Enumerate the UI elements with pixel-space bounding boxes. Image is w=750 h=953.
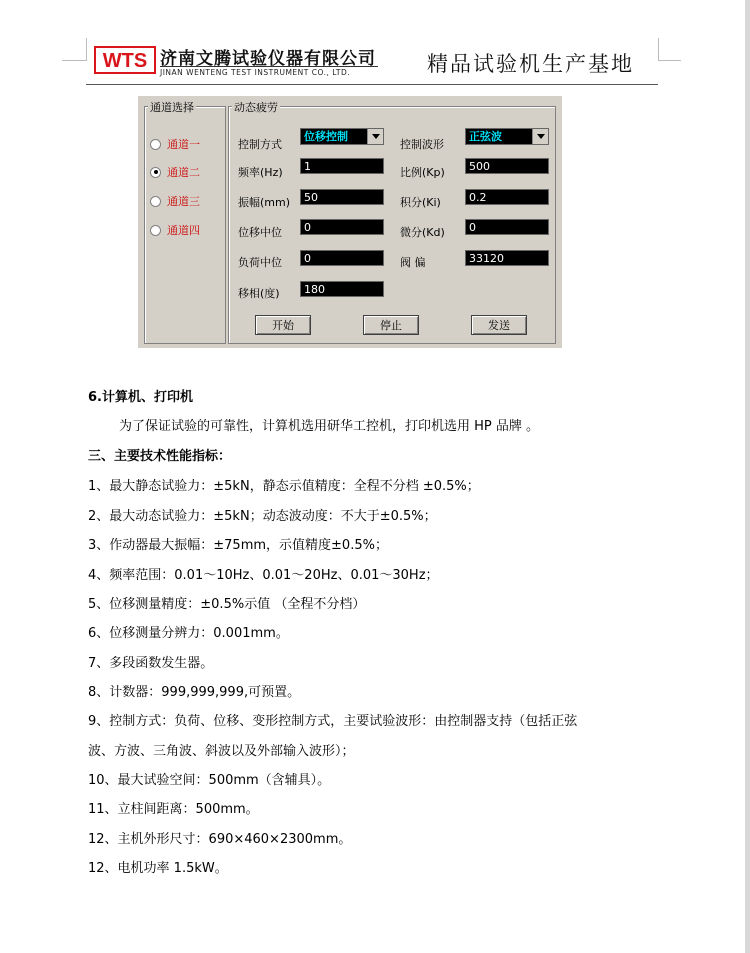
spec-item: 3、作动器最大振幅：±75mm，示值精度±0.5%； [88,538,388,553]
waveform-value: 正弦波 [469,130,502,143]
spec-item: 7、多段函数发生器。 [88,656,214,671]
company-name-en: JINAN WENTENG TEST INSTRUMENT CO., LTD. [160,66,378,77]
spec-item: 9、控制方式：负荷、位移、变形控制方式，主要试验波形：由控制器支持（包括正弦 [88,714,578,729]
frequency-label: 频率(Hz) [238,166,283,179]
header-corner-mark-right [658,38,681,61]
spec-item: 1、最大静态试验力：±5kN，静态示值精度：全程不分档 ±0.5%； [88,479,480,494]
derivative-input[interactable]: 0 [465,219,549,235]
waveform-select[interactable] [465,128,549,145]
header-divider [86,84,658,85]
fatigue-group-title: 动态疲劳 [234,101,278,114]
start-button[interactable]: 开始 [255,315,311,335]
spec-item-continued: 波、方波、三角波、斜波以及外部输入波形）； [88,744,355,759]
chevron-down-icon[interactable] [532,129,548,144]
company-logo [94,46,156,74]
control-mode-label: 控制方式 [238,138,282,151]
spec-item: 11、立柱间距离：500mm。 [88,802,259,817]
section-3-heading: 三、主要技术性能指标： [88,449,232,464]
ratio-label: 比例(Kp) [400,166,445,179]
channel-option-2[interactable] [150,164,200,180]
control-panel [138,96,562,348]
spec-item: 5、位移测量精度：±0.5%示值 （全程不分档） [88,597,366,612]
channel-option-3[interactable] [150,193,200,209]
load-mid-input[interactable]: 0 [300,250,384,266]
ratio-input[interactable]: 500 [465,158,549,174]
header-slogan: 精品试验机生产基地 [427,52,634,76]
channel-option-label: 通道一 [167,138,200,151]
spec-item: 2、最大动态试验力：±5kN；动态波动度：不大于±0.5%； [88,509,437,524]
valve-offset-input[interactable]: 33120 [465,250,549,266]
section-6-paragraph: 为了保证试验的可靠性，计算机选用研华工控机，打印机选用 HP 品牌 。 [119,419,540,434]
spec-item: 12、电机功率 1.5kW。 [88,861,228,876]
page-edge-shadow [745,0,750,953]
spec-item: 4、频率范围：0.01～10Hz、0.01～20Hz、0.01～30Hz； [88,568,439,583]
amplitude-label: 振幅(mm) [238,196,291,209]
channel-option-1[interactable] [150,136,200,152]
phase-shift-label: 移相(度) [238,287,280,300]
spec-item: 8、计数器：999,999,999,可预置。 [88,685,301,700]
channel-group-title: 通道选择 [150,101,194,114]
control-mode-select[interactable] [300,128,384,145]
integral-label: 积分(Ki) [400,196,441,209]
spec-item: 10、最大试验空间：500mm（含辅具）。 [88,773,331,788]
radio-button[interactable] [150,196,161,207]
spec-item: 6、位移测量分辨力：0.001mm。 [88,626,289,641]
waveform-label: 控制波形 [400,138,444,151]
radio-button[interactable] [150,139,161,150]
derivative-label: 微分(Kd) [400,226,445,239]
radio-button[interactable] [150,225,161,236]
stop-button[interactable]: 停止 [363,315,419,335]
channel-option-4[interactable] [150,222,200,238]
phase-shift-input[interactable]: 180 [300,281,384,297]
channel-option-label: 通道三 [167,195,200,208]
disp-mid-label: 位移中位 [238,226,282,239]
valve-offset-label: 阀 偏 [400,256,426,269]
send-button[interactable]: 发送 [471,315,527,335]
channel-option-label: 通道四 [167,224,200,237]
header-corner-mark-left [62,38,87,61]
company-name-cn: 济南文腾试验仪器有限公司 [160,49,376,69]
section-6-heading: 6.计算机、打印机 [88,390,193,405]
amplitude-input[interactable]: 50 [300,189,384,205]
load-mid-label: 负荷中位 [238,256,282,269]
spec-item: 12、主机外形尺寸：690×460×2300mm。 [88,832,352,847]
disp-mid-input[interactable]: 0 [300,219,384,235]
frequency-input[interactable]: 1 [300,158,384,174]
chevron-down-icon[interactable] [367,129,383,144]
logo-text: WTS [102,50,148,72]
integral-input[interactable]: 0.2 [465,189,549,205]
control-mode-value: 位移控制 [304,130,348,143]
channel-option-label: 通道二 [167,166,200,179]
radio-button-selected[interactable] [150,167,161,178]
